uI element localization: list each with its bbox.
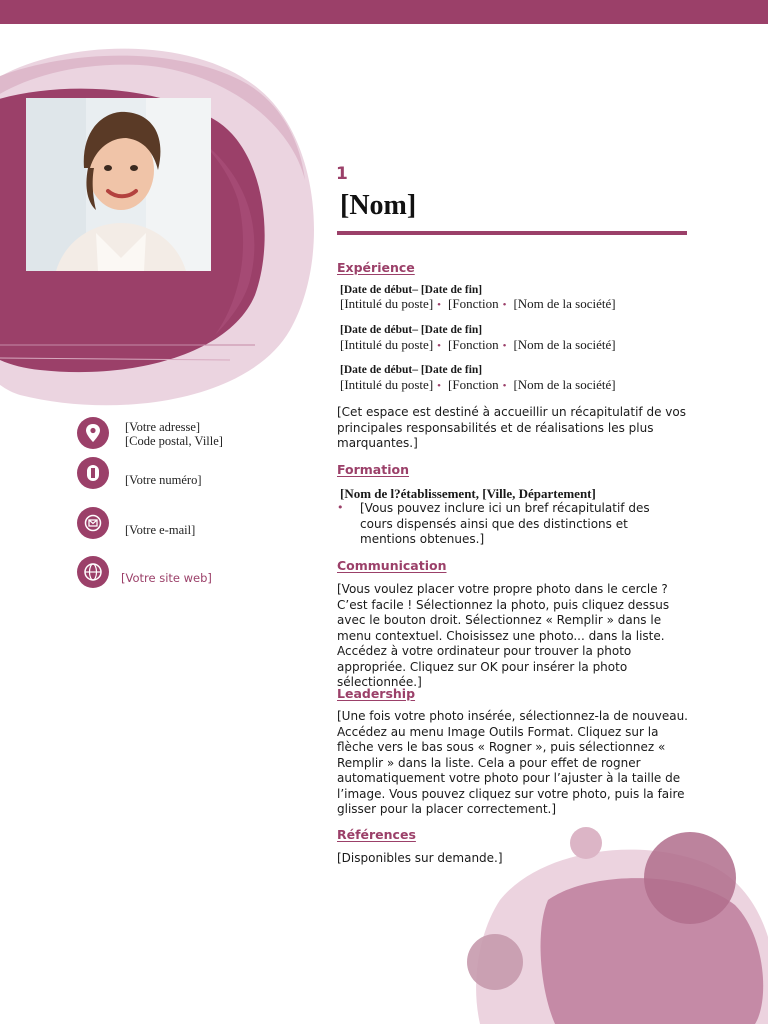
leadership-text: [Une fois votre photo insérée, sélectionnez-la de nouveau. Accédez au menu Image Outils Format. Cliquez sur la flèche vers le bas sous « Rogner », puis sélectionnez « Remplir » dans la liste. Cela a pour effet de rogner automatiquement votre photo pour l’ajuster à la taille de l’image. Vous pouvez cliquez sur votre photo, puis la faire glisser pour la placer correctement.] — [337, 709, 688, 816]
phone-number[interactable]: [Votre numéro] — [125, 473, 202, 487]
page-number: 1 — [336, 164, 348, 184]
phone-icon — [76, 456, 110, 490]
globe-icon — [76, 555, 110, 589]
profile-photo-image — [26, 98, 211, 271]
website-link[interactable]: [Votre site web] — [121, 571, 212, 585]
experience-line-3: [Intitulé du poste] • [Fonction • [Nom de la société] — [340, 377, 616, 392]
email-icon — [76, 506, 110, 540]
communication-heading: Communication — [337, 558, 447, 573]
experience-dates-3: [Date de début– [Date de fin] — [340, 364, 483, 376]
small-left-circle — [467, 934, 523, 990]
experience-dates-1: [Date de début– [Date de fin] — [340, 284, 483, 296]
communication-text: [Vous voulez placer votre propre photo dans le cercle ? C’est facile ! Sélectionnez la photo, puis cliquez dessus avec le bouton droit. Sélectionnez « Remplir » dans le menu contextuel. Choisissez une photo... dans la liste. Accédez à votre ordinateur pour trouver la photo appropriée. Cliquez sur OK pour insérer la photo sélectionnée.] — [337, 582, 670, 689]
name-underline-rule — [337, 231, 687, 235]
profile-photo[interactable] — [26, 98, 211, 271]
references-text: [Disponibles sur demande.] — [337, 851, 503, 865]
experience-summary: [Cet espace est destiné à accueillir un récapitulatif de vos principales responsabilités et de réalisations les plus marquantes.] — [337, 405, 686, 450]
education-description: [Vous pouvez inclure ici un bref récapitulatif des cours dispensés ainsi que des distinctions et mentions obtenues.] — [360, 501, 650, 546]
education-heading: Formation — [337, 462, 409, 477]
experience-heading: Expérience — [337, 260, 415, 275]
email-address[interactable]: [Votre e-mail] — [125, 523, 196, 537]
address-line-2: [Code postal, Ville] — [125, 434, 223, 448]
school-name: [Nom de l?établissement, [Ville, Département] — [340, 486, 596, 501]
address-line-1: [Votre adresse] — [125, 420, 201, 434]
references-heading: Références — [337, 827, 416, 842]
experience-dates-2: [Date de début– [Date de fin] — [340, 324, 483, 336]
top-brush-circle — [644, 832, 736, 924]
leadership-heading: Leadership — [337, 686, 416, 701]
experience-line-1: [Intitulé du poste] • [Fonction • [Nom de la société] — [340, 296, 616, 311]
experience-line-2: [Intitulé du poste] • [Fonction • [Nom de la société] — [340, 337, 616, 352]
candidate-name: [Nom] — [340, 190, 417, 221]
education-bullet: • — [337, 501, 344, 514]
location-pin-icon — [76, 416, 110, 450]
